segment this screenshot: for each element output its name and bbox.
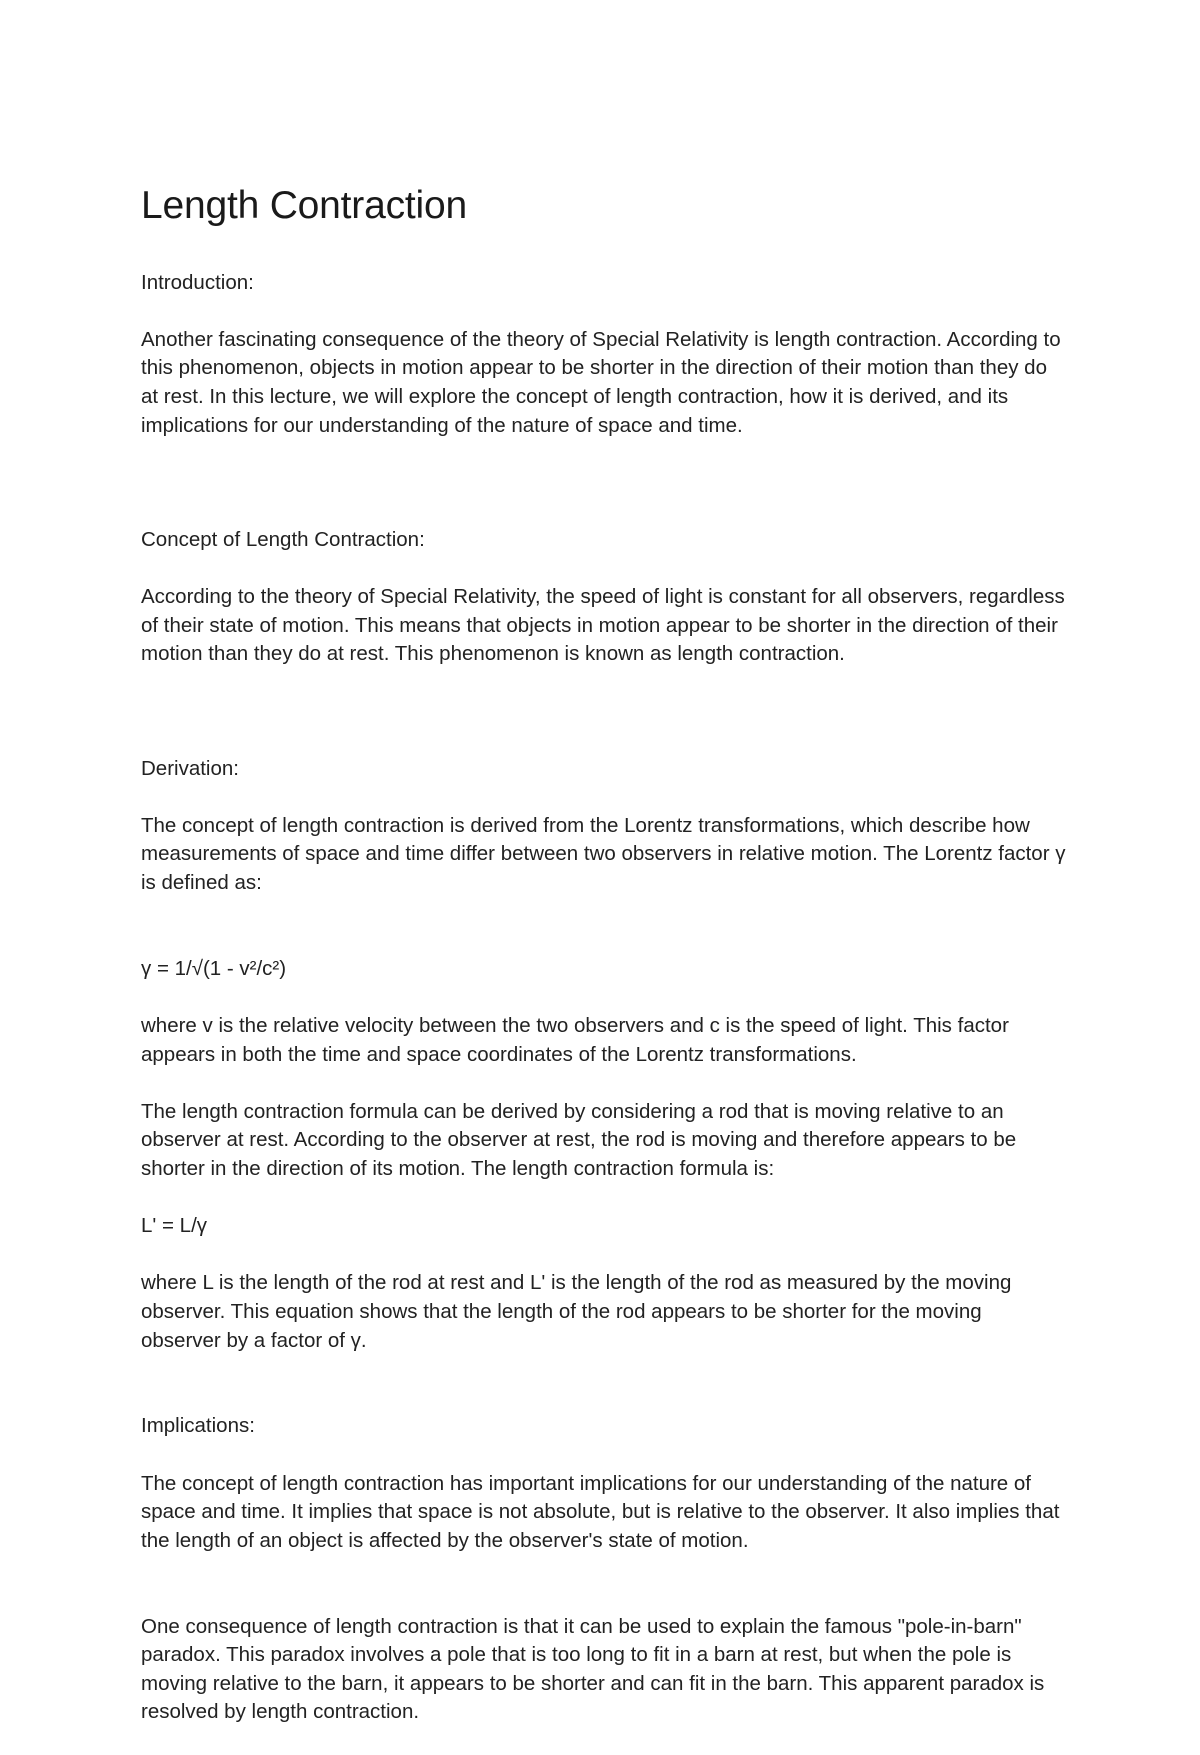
introduction-body: Another fascinating consequence of the theory of Special Relativity is length contraction. According to this phenomenon, objects in motion appear to be shorter in the direction of their motion than they do at rest. In this lecture, we will explore the concept of length contraction, how it is derived, and its implications for our understanding of the nature of space and time.: [141, 327, 1061, 437]
implications-heading: Implications:: [141, 1414, 255, 1438]
contraction-explanation: where L is the length of the rod at rest and L' is the length of the rod as measured by the moving observer. This equation shows that the length of the rod appears to be shorter for the moving observer by a factor of γ.: [141, 1271, 1012, 1352]
rod-derivation: The length contraction formula can be derived by considering a rod that is moving relative to an observer at rest. According to the observer at rest, the rod is moving and therefore appears to be shorter in the direction of its motion. The length contraction formula is:: [141, 1099, 1017, 1180]
document-title: Length Contraction: [141, 184, 467, 227]
paradox-paragraph: One consequence of length contraction is that it can be used to explain the famous "pole-in-barn" paradox. This paradox involves a pole that is too long to fit in a barn at rest, but when the pole is moving relative to the barn, it appears to be shorter and can fit in the barn. This apparent paradox is resolved by length contraction.: [141, 1614, 1045, 1724]
derivation-body: The concept of length contraction is derived from the Lorentz transformations, which describe how measurements of space and time differ between two observers in relative motion. The Lorentz factor γ is defined as:: [141, 813, 1066, 895]
concept-section: [141, 497, 1066, 697]
derivation-section: [141, 726, 1066, 926]
lorentz-explanation: where v is the relative velocity between the two observers and c is the speed of light. This factor appears in both the time and space coordinates of the Lorentz transformations.: [141, 1014, 1009, 1066]
implications-body: The concept of length contraction has important implications for our understanding of the nature of space and time. It implies that space is not absolute, but is relative to the observer. It also implies that the length of an object is affected by the observer's state of motion.: [141, 1471, 1060, 1552]
contraction-formula: L' = L/γ: [141, 1214, 208, 1238]
document-page: [141, 178, 1066, 1755]
introduction-heading: Introduction:: [141, 270, 254, 294]
implications-section: [141, 1384, 1066, 1584]
introduction-section: [141, 240, 1066, 469]
concept-body: According to the theory of Special Relativity, the speed of light is constant for all observers, regardless of their state of motion. This means that objects in motion appear to be shorter in the direction of their motion than they do at rest. This phenomenon is known as length contraction.: [141, 585, 1065, 666]
concept-heading: Concept of Length Contraction:: [141, 527, 425, 551]
lorentz-formula: γ = 1/√(1 - v²/c²): [141, 956, 287, 980]
derivation-heading: Derivation:: [141, 756, 239, 780]
